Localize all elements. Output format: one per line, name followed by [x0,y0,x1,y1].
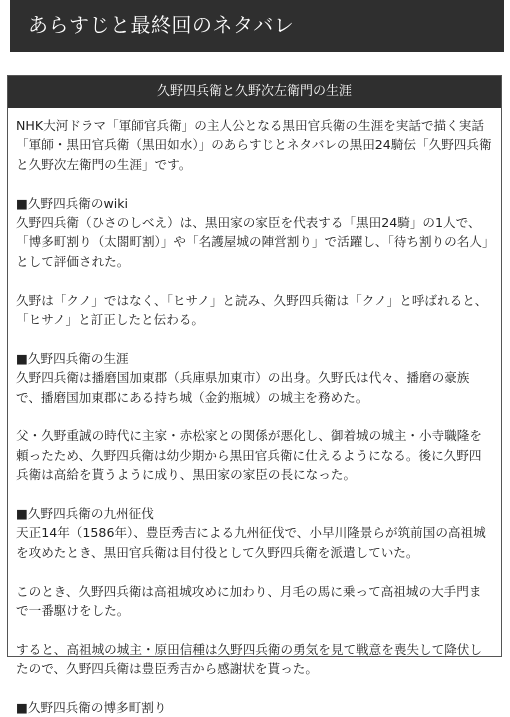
site-title[interactable]: あらすじと最終回のネタバレ [28,13,295,37]
section-heading-hakata: ■久野四兵衛の博多町割り [16,700,167,716]
intro-paragraph: NHK大河ドラマ「軍師官兵衛」の主人公となる黒田官兵衛の生涯を実話で描く実話「軍師・黒田官兵衛（黒田如水）」のあらすじとネタバレの黒田24騎伝「久野四兵衛と久野次左衛門の生涯」です。 [16,118,492,172]
article-box [7,75,502,716]
paragraph: 父・久野重誠の時代に主家・赤松家との関係が悪化し、御着城の城主・小寺職隆を頼ったため、久野四兵衛は幼少期から黒田官兵衛に仕えるようになる。後に久野四兵衛は高給を貰うように成り、黒田家の家臣の長になった。 [16,428,482,483]
paragraph: すると、高祖城の城主・原田信種は久野四兵衛の勇気を見て戦意を喪失して降伏したので、久野四兵衛は豊臣秀吉から感謝状を貰った。 [16,641,482,677]
paragraph: 久野四兵衛は播磨国加東郡（兵庫県加東市）の出身。久野氏は代々、播磨の豪族で、播磨国加東郡にある持ち城（金釣瓶城）の城主を務めた。 [16,370,470,405]
article-body [8,108,501,717]
paragraph: 天正14年（1586年）、豊臣秀吉による九州征伐で、小早川隆景らが筑前国の高祖城を攻めたとき、黒田官兵衛は目付役として久野四兵衛を派遣していた。 [16,525,486,560]
article-heading: 久野四兵衛と久野次左衛門の生涯 [8,76,501,108]
paragraph: 久野四兵衛（ひさのしべえ）は、黒田家の家臣を代表する「黒田24騎」の1人で、「博多町割り（太閤町割）」や「名護屋城の陣営割り」で活躍し、「待ち割りの名人」として評価された。 [16,215,489,269]
section-heading-life: ■久野四兵衛の生涯 [16,350,129,366]
section-heading-wiki: ■久野四兵衛のwiki [16,195,129,211]
paragraph: このとき、久野四兵衛は高祖城攻めに加わり、月毛の馬に乗って高祖城の大手門まで一番駆けをした。 [16,583,482,619]
site-header [10,0,504,52]
section-heading-kyushu: ■久野四兵衛の九州征伐 [16,506,154,522]
paragraph: 久野は「クノ」ではなく、「ヒサノ」と読み、久野四兵衛は「クノ」と呼ばれると、「ヒサノ」と訂正したと伝わる。 [16,292,488,328]
